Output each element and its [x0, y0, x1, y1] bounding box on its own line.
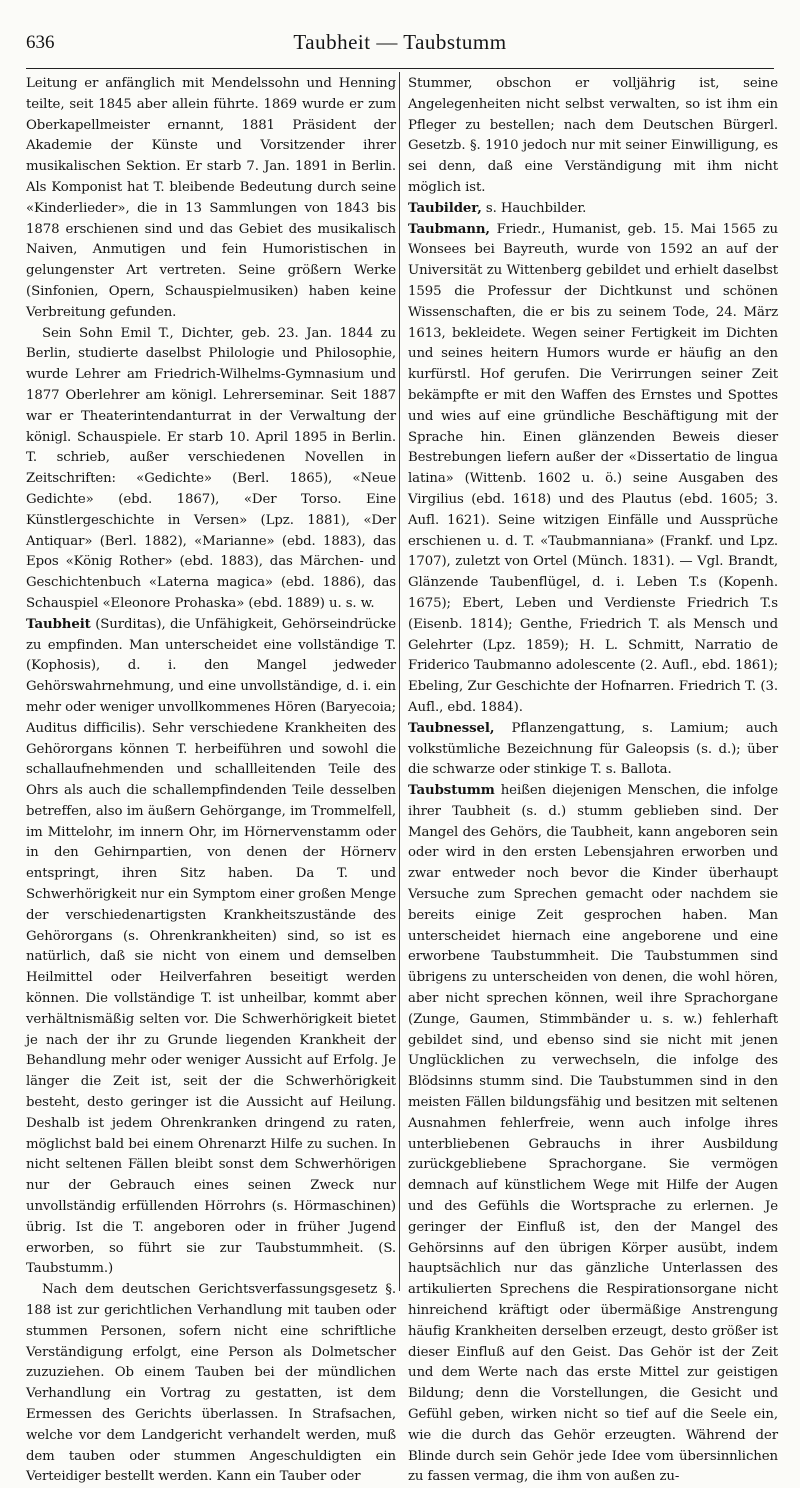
header-rule [26, 68, 774, 69]
entry-text-taubilder: s. Hauchbilder. [485, 200, 587, 216]
entry-text-taubstumm: heißen diejenigen Menschen, die infolge ihrer Taubheit (s. d.) stumm geblieben sind. Der Mangel des Gehörs, die Taubheit, kann angeboren sein oder wird in den ersten Lebensjahren erworben und zwar entweder noch bevor die Kinder überhaupt Versuche zum Sprechen gemacht oder nachdem sie bereits einige Zeit gesprochen haben. Man unterscheidet hiernach eine angeborene und eine erworbene Taubstummheit. Die Taubstummen sind übrigens zu unterscheiden von denen, die wohl hören, aber nicht sprechen können, weil ihre Sprachorgane (Zunge, Gaumen, Stimmbänder u. s. w.) fehlerhaft gebildet sind, und ebenso sind sie nicht mit jenen Unglücklichen zu verwechseln, die infolge des Blödsinns stumm sind. Die Taubstummen sind in den meisten Fällen bildungsfähig und besitzen mit seltenen Ausnahmen fehlerfreie, wenn auch infolge ihres unterbliebenen Gebrauchs in ihrer Ausbildung zurückgebliebene Sprachorgane. Sie vermögen demnach auf künstlichem Wege mit Hilfe der Augen und des Gefühls die Wortsprache zu erlernen. Je geringer der Einfluß ist, den der Mangel des Gehörsinns auf den übrigen Körper ausübt, indem hauptsächlich nur das gänzliche Unterlassen des artikulierten Sprechens die Respirationsorgane nicht hinreichend kräftigt oder übermäßige Anstrengung häufig Krankheiten derselben erzeugt, desto größer ist dieser Einfluß auf den Geist. Das Gehör ist der Zeit und dem Werte nach das erste Mittel zur geistigen Bildung; denn die Vorstellungen, die Gesicht und Gefühl geben, wirken nicht so tief auf die Seele ein, wie die durch das Gehör erzeugten. Während der Blinde durch sein Gehör jede Idee vom übersinnlichen zu fassen vermag, die ihm von außen zu- [408, 783, 778, 1485]
entry-taubmann [408, 220, 778, 719]
lemma-taubstumm: Taubstumm [408, 783, 495, 799]
entry-taubnessel [408, 719, 778, 781]
legal-paragraph-continuation: Stummer, obschon er volljährig ist, seine Angelegenheiten nicht selbst verwalten, so ist ihm ein Pfleger zu bestellen; nach dem Deutschen Bürgerl. Gesetzb. §. 1910 jedoch nur mit seiner Einwilligung, es sei denn, daß eine Verständigung mit ihm nicht möglich ist. [408, 76, 778, 195]
entry-continuation-paragraph: Leitung er anfänglich mit Mendelssohn und Henning teilte, seit 1845 aber allein führte. 1869 wurde er zum Oberkapellmeister ernannt, 1881 Präsident der Akademie der Künste und Vorsitzender ihrer musikalischen Sektion. Er starb 7. Jan. 1891 in Berlin. Als Komponist hat T. bleibende Bedeutung durch seine «Kinderlieder», die in 13 Sammlungen von 1843 bis 1878 erschienen sind und das Gebiet des musikalisch Naiven, Anmutigen und fein Humoristischen in gelungenster Art vertreten. Seine größern Werke (Sinfonien, Opern, Schauspielmusiken) haben keine Verbreitung gefunden. [26, 76, 396, 320]
page-number: 636 [26, 32, 55, 53]
legal-paragraph: Nach dem deutschen Gerichtsverfassungsgesetz §. 188 ist zur gerichtlichen Verhandlung mit tauben oder stummen Personen, sofern nicht eine schriftliche Verständigung erfolgt, eine Person als Dolmetscher zuzuziehen. Ob einem Tauben bei der mündlichen Verhandlung ein Vortrag zu gestatten, ist dem Ermessen des Gerichts überlassen. In Strafsachen, welche vor dem Landgericht verhandelt werden, muß dem tauben oder stummen Angeschuldigten ein Verteidiger bestellt werden. Kann ein Tauber oder [26, 1282, 396, 1485]
entry-taubstumm [408, 781, 778, 1488]
entry-text-taubheit: (Surditas), die Unfähigkeit, Gehörseindrücke zu empfinden. Man unterscheidet eine vollständige T. (Kophosis), d. i. den Mangel jedweder Gehörswahrnehmung, und eine unvollständige, d. i. ein mehr oder weniger unvollkommenes Hören (Baryecoia; Auditus difficilis). Sehr verschiedene Krankheiten des Gehörorgans können T. herbeiführen und sowohl die schallaufnehmenden und schallleitenden Teile des Ohrs als auch die schallempfindenden Teile desselben betreffen, also im äußern Gehörgange, im Trommelfell, im Mittelohr, im innern Ohr, im Hörnervenstamm oder in den Gehirnpartien, von denen der Hörnerv entspringt, ihren Sitz haben. Da T. und Schwerhörigkeit nur ein Symptom einer großen Menge der verschiedenartigsten Krankheitszustände des Gehörorgans (s. Ohrenkrankheiten) sind, so ist es natürlich, daß sie nicht von einem und demselben Heilmittel oder Heilverfahren beseitigt werden können. Die vollständige T. ist unheilbar, kommt aber verhältnismäßig selten vor. Die Schwerhörigkeit bietet je nach der ihr zu Grunde liegenden Krankheit der Behandlung mehr oder weniger Aussicht auf Erfolg. Je länger die Zeit ist, seit der die Schwerhörigkeit besteht, desto geringer ist die Aussicht auf Heilung. Deshalb ist jedem Ohrenkranken dringend zu raten, möglichst bald bei einem Ohrenarzt Hilfe zu suchen. In nicht seltenen Fällen bleibt sonst dem Schwerhörigen nur der Gebrauch eines seinen Zweck nur unvollständig erfüllenden Hörrohrs (s. Hörmaschinen) übrig. Ist die T. angeboren oder in früher Jugend erworben, so führt sie zur Taubstummheit. (S. Taubstumm.) [26, 616, 396, 1277]
emil-taubert-paragraph: Sein Sohn Emil T., Dichter, geb. 23. Jan. 1844 zu Berlin, studierte daselbst Philologie und Philosophie, wurde Lehrer am Friedrich-Wilhelms-Gymnasium und 1877 Oberlehrer am königl. Lehrerseminar. Seit 1887 war er Theaterintendanturrat in der Verwaltung der königl. Schauspiele. Er starb 10. April 1895 in Berlin. T. schrieb, außer verschiedenen Novellen in Zeitschriften: «Gedichte» (Berl. 1865), «Neue Gedichte» (ebd. 1867), «Der Torso. Eine Künstlergeschichte in Versen» (Lpz. 1881), «Der Antiquar» (Berl. 1882), «Marianne» (ebd. 1883), das Epos «König Rother» (ebd. 1883), das Märchen- und Geschichtenbuch «Laterna magica» (ebd. 1886), das Schauspiel «Eleonore Prohaska» (ebd. 1889) u. s. w. [26, 325, 396, 611]
lemma-taubnessel: Taubnessel, [408, 720, 495, 736]
lemma-taubheit: Taubheit [26, 616, 91, 632]
entry-text-taubmann: Friedr., Humanist, geb. 15. Mai 1565 zu Wonsees bei Bayreuth, wurde von 1592 an auf der Universität zu Wittenberg gebildet und erhielt daselbst 1595 die Professur der Dichtkunst und schönen Wissenschaften, die er bis zu seinem Tode, 24. März 1613, bekleidete. Wegen seiner Fertigkeit im Dichten und seines heitern Humors wurde er häufig an den kurfürstl. Hof gerufen. Die Verirrungen seiner Zeit bekämpfte er mit den Waffen des Ernstes und Spottes und wies auf eine gründliche Beschäftigung mit der Sprache hin. Einen glänzenden Beweis dieser Bestrebungen liefern außer der «Dissertatio de lingua latina» (Wittenb. 1602 u. ö.) seine Ausgaben des Virgilius (ebd. 1618) und des Plautus (ebd. 1605; 3. Aufl. 1621). Seine witzigen Einfälle und Aussprüche erschienen u. d. T. «Taubmanniana» (Frankf. und Lpz. 1707), zuletzt von Ortel (Münch. 1831). — Vgl. Brandt, Glänzende Taubenflügel, d. i. Leben T.s (Kopenh. 1675); Ebert, Leben und Verdienste Friedrich T.s (Eisenb. 1814); Genthe, Friedrich T. als Mensch und Gelehrter (Lpz. 1859); H. L. Schmitt, Narratio de Friderico Taubmanno adolescente (2. Aufl., ebd. 1861); Ebeling, Zur Geschichte der Hofnarren. Friedrich T. (3. Aufl., ebd. 1884). [408, 221, 778, 715]
lemma-taubilder: Taubilder, [408, 200, 482, 216]
right-column [408, 74, 778, 1485]
lemma-taubmann: Taubmann, [408, 221, 490, 237]
column-rule [399, 72, 400, 1291]
entry-taubilder [408, 199, 778, 220]
entry-text-taubnessel: Pflanzengattung, s. Lamium; auch volkstümliche Bezeichnung für Galeopsis (s. d.); über die schwarze oder stinkige T. s. Ballota. [408, 720, 778, 778]
running-head: Taubheit — Taubstumm [293, 30, 507, 54]
entry-taubheit [26, 615, 396, 1281]
left-column [26, 74, 396, 1485]
